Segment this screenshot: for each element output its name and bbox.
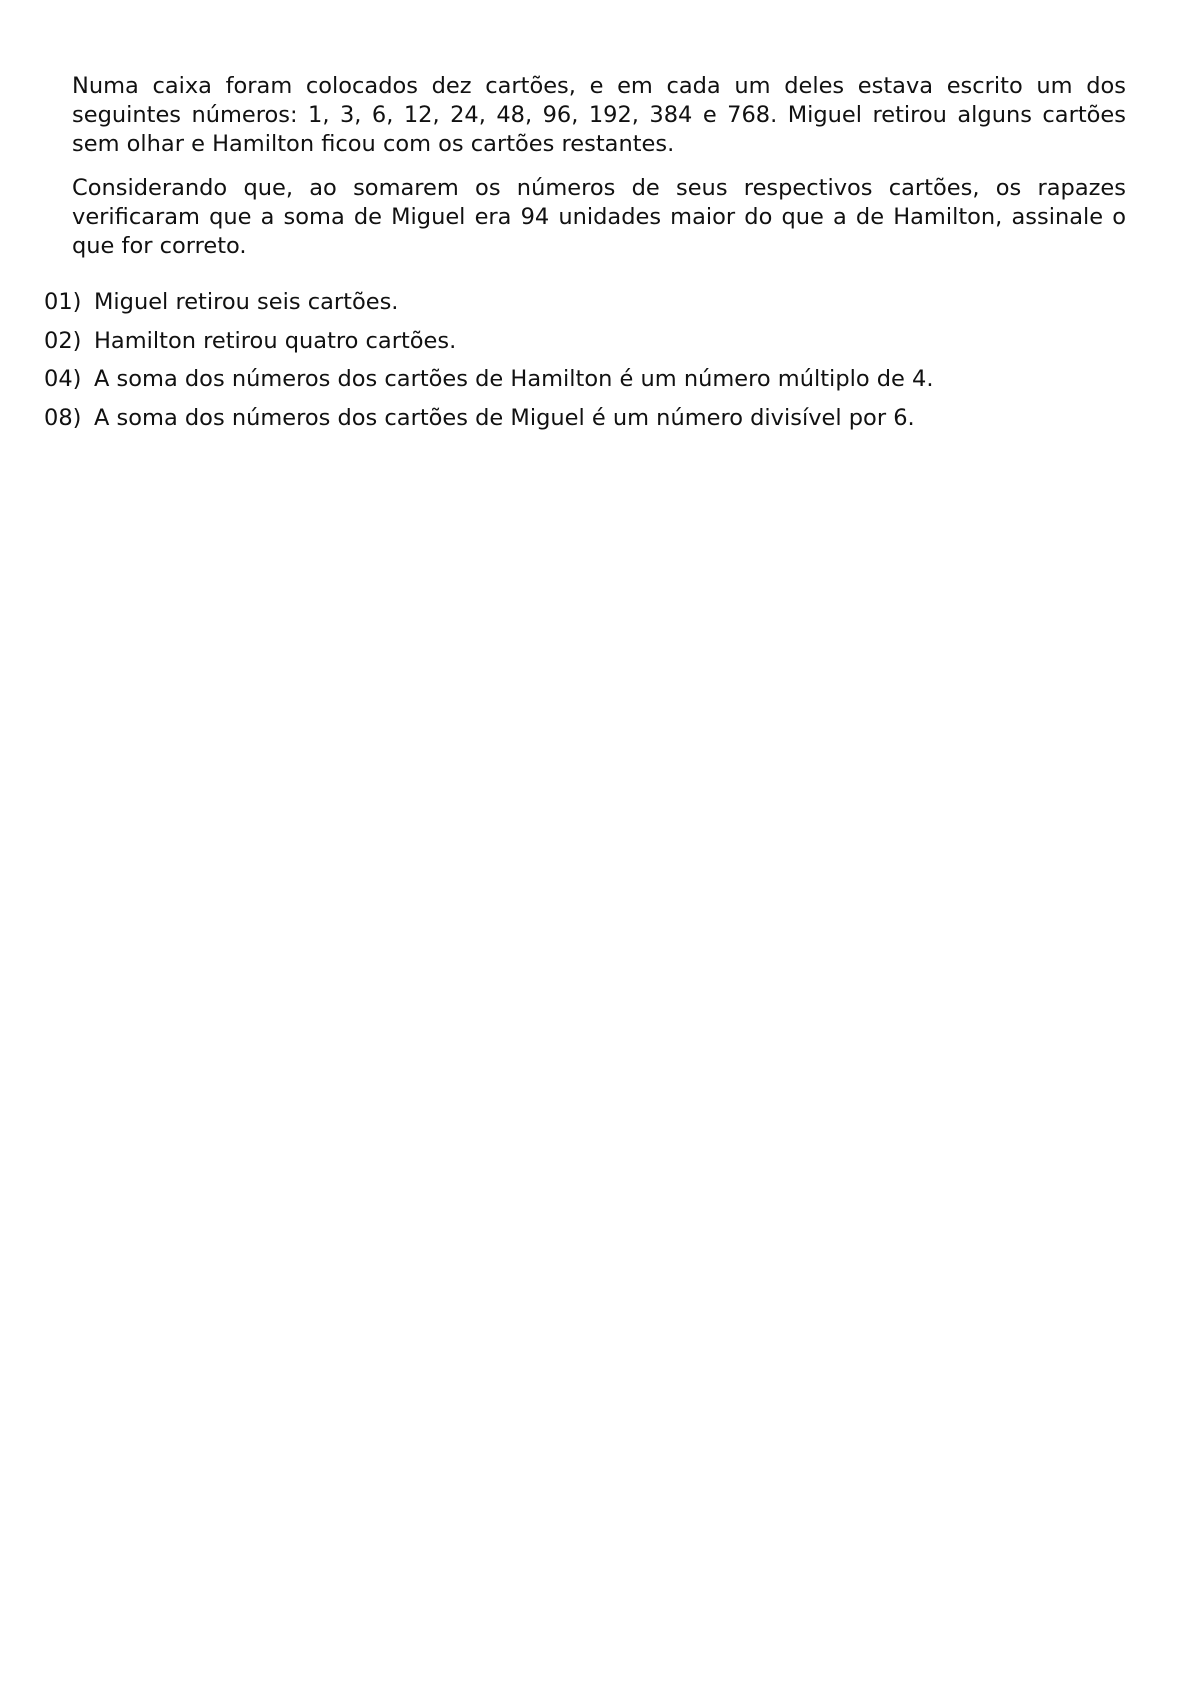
option-number: 02) [44,327,82,354]
question-paragraph-2: Considerando que, ao somarem os números de seus respectivos cartões, os rapazes verificaram que a soma de Miguel era 94 unidades maior do que a de Hamilton, assinale o que for correto. [72,175,1126,259]
answer-option-02 [44,327,1134,366]
option-text: A soma dos números dos cartões de Miguel é um número divisível por 6. [94,404,915,431]
option-number: 01) [44,289,82,315]
option-text: Miguel retirou seis cartões. [94,289,399,315]
option-number: 08) [44,404,82,431]
answer-options-list [44,288,1134,442]
option-text: A soma dos números dos cartões de Hamilton é um número múltiplo de 4. [94,366,934,392]
option-text: Hamilton retirou quatro cartões. [94,327,457,354]
question-paragraph-1: Numa caixa foram colocados dez cartões, e em cada um deles estava escrito um dos seguintes números: 1, 3, 6, 12, 24, 48, 96, 192, 384 e 768. Miguel retirou alguns cartões sem olhar e Hamilton ficou com os cartões restantes. [72,73,1126,157]
option-number: 04) [44,366,82,392]
answer-option-04 [44,365,1134,404]
question-stem [72,72,1126,276]
answer-option-08 [44,404,1134,443]
answer-option-01 [44,288,1134,327]
